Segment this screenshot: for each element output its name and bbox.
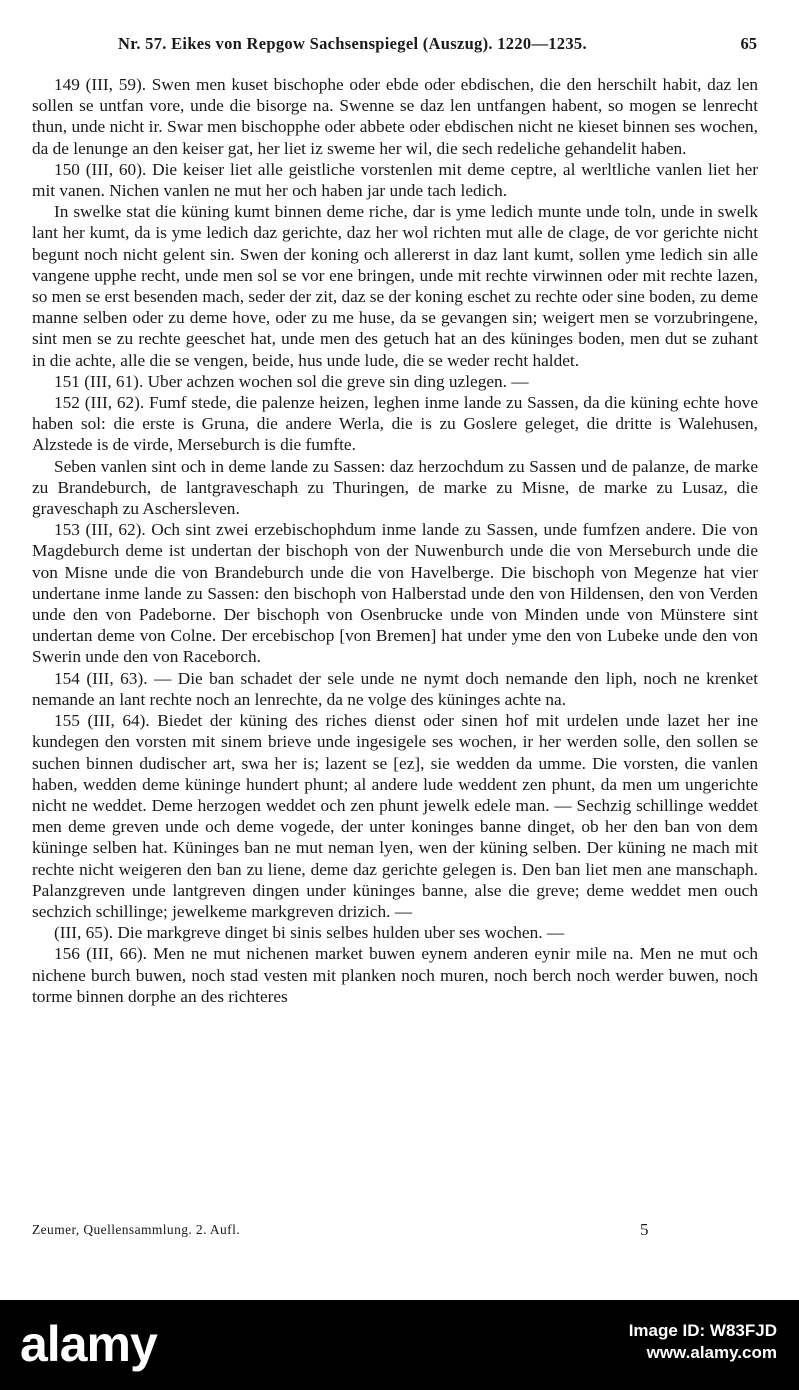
alamy-logo: alamy <box>20 1316 157 1372</box>
watermark-site: www.alamy.com <box>646 1343 777 1362</box>
body-text <box>32 74 758 1007</box>
paragraph: In swelke stat die küning kumt binnen deme riche, dar is yme ledich munte unde toln, unde in swelk lant her kumt, da is yme ledich daz gerichte, daz her wol richten mut alle de clage, de vor gerichte nicht begunt noch nicht gelent sin. Swen der koning och allererst in daz lant kumt, sollen yme ledich sin alle vangene upphe recht, unde men sol se vor ene bringen, unde mit rechte virwinnen oder mit rechte lazen, so men se erst besenden mach, seder der zit, daz se der koning eschet zu rechte oder sine boden, zu deme manne selben oder zu deme hove, oder zu me huse, da se gevangen sin; weigert men se vorzubringene, sint men se zu rechte geeschet hat, unde men des getuch hat an des küninges boden, men dut se zuhant in die achte, alle die se vengen, beide, hus unde lude, die se weder recht haldet. <box>32 202 759 370</box>
page-number: 65 <box>740 34 757 53</box>
paragraph: (III, 65). Die markgreve dinget bi sinis selbes hulden uber ses wochen. — <box>54 923 565 943</box>
paragraph: 153 (III, 62). Och sint zwei erzebischophdum inme lande zu Sassen, unde fumfzen andere. Die von Magdeburch deme ist undertan der bischoph von der Nuwenburch unde die von Merseburch unde die von Misne unde die von Brandeburch unde die von Havelberge. Die bischoph von Megenze hat vier undertane inme lande zu Sassen: den bischoph von Halberstad unde den von Hildensen, den von Verden unde den von Padeborne. Der bischoph von Osenbrucke unde von Minden unde von Münstere sint undertan deme von Colne. Der ercebischop [von Bremen] hat under yme den von Lubeke unde den von Swerin unde den von Raceborch. <box>32 520 758 667</box>
paragraph: 151 (III, 61). Uber achzen wochen sol die greve sin ding uzlegen. — <box>54 371 529 391</box>
paragraph: 149 (III, 59). Swen men kuset bischophe oder ebde oder ebdischen, die den herschilt habit, daz len sollen se untfan vore, unde die bisorge na. Swenne se daz len untfangen habent, so mogen se lenrecht thun, unde nicht ir. Swar men bischopphe oder abbete oder ebdischen nicht ne kieset binnen ses wochen, da de lenunge an den keiser gat, her liet iz sweme her wil, die sech redeliche gehandelit haben. <box>32 75 758 158</box>
image-id-label: Image ID: W83FJD <box>628 1321 777 1340</box>
paragraph: 156 (III, 66). Men ne mut nichenen market buwen eynem anderen eynir mile na. Men ne mut och nichene burch buwen, noch stad vesten mit planken noch muren, noch berch noch werder buwen, noch torme binnen dorphe an des richteres <box>32 944 758 1006</box>
page-footer <box>32 1220 758 1242</box>
paragraph: 152 (III, 62). Fumf stede, die palenze heizen, leghen inme lande zu Sassen, da die küning echte hove haben sol: die erste is Gruna, die andere Werla, die is zu Goslere geleget, die dritte is Walehusen, Alzstede is de virde, Merseburch is die fumfte. <box>32 393 758 455</box>
header-title: Nr. 57. Eikes von Repgow Sachsenspiegel (Auszug). 1220—1235. <box>118 34 587 53</box>
running-header <box>0 34 799 58</box>
watermark-info <box>629 1320 777 1364</box>
paragraph: 154 (III, 63). — Die ban schadet der sele unde ne nymt doch nemande den liph, noch ne krenket nemande an lant rechte noch an lenrechte, da ne volge des küninges achte na. <box>32 668 758 709</box>
paragraph: Seben vanlen sint och in deme lande zu Sassen: daz herzochdum zu Sassen und de palanze, de marke zu Brandeburch, de lantgraveschaph zu Thuringen, de marke zu Misne, de marke zu Lusaz, die graveschaph zu Aschersleven. <box>32 456 758 519</box>
paragraph: 150 (III, 60). Die keiser liet alle geistliche vorstenlen mit deme ceptre, al werltliche vanlen liet her mit vanen. Nichen vanlen ne mut her och haben jar unde tach ledich. <box>32 159 758 201</box>
watermark-band <box>0 1300 799 1390</box>
sheet-number: 5 <box>640 1220 649 1239</box>
paragraph: 155 (III, 64). Biedet der küning des riches dienst oder sinen hof mit urdelen unde lazet her ine kundegen den vorsten mit sinem brieve unde ingesigele ses wochen, ir her werden solle, den sollen se suchen binnen dudischer art, swa her is; lazent se [ez], sie wedden da umme. Die vorsten, die vanlen haben, wedden deme küninge hundert phunt; al andere lude weddent zen phunt, da men um ungerichte nicht ne weddet. Deme herzogen weddet och zen phunt jewelk edele man. — Sechzig schillinge weddet men deme greven unde och deme vogede, der unter koninges banne dinget, ob her den ban von dem küninge selben hat. Küninges ban ne mut neman lyen, wen der küning selben. Der küning ne mach mit rechte nicht weigeren den ban zu liene, deme daz gerichte gelegen is. Den ban liet men ane manschaph. Palanzgreven unde lantgreven dingen under küninges banne, alse die greve; deme weddet men ouch sechzich schillinge; jewelkeme markgreven drizich. — <box>32 711 758 921</box>
footer-source: Zeumer, Quellensammlung. 2. Aufl. <box>32 1222 240 1237</box>
